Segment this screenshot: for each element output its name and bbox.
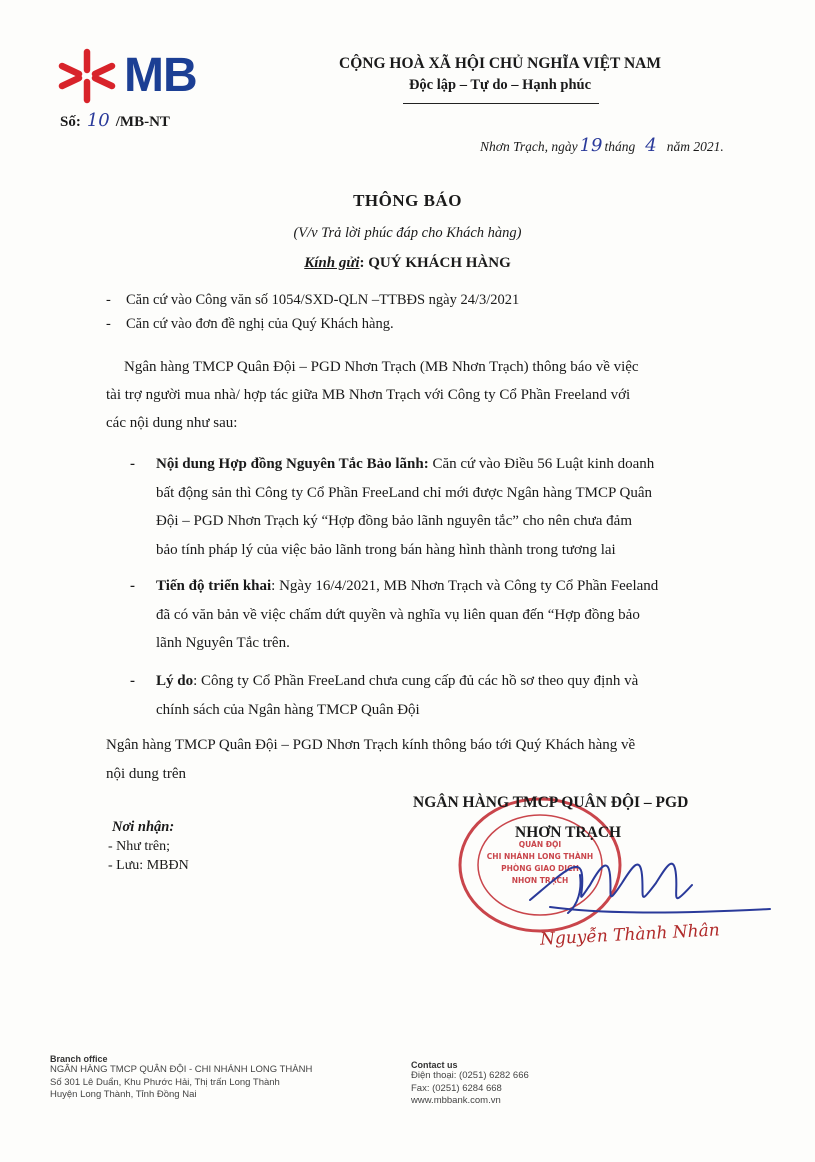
- signer-name: Nguyễn Thành Nhân: [539, 920, 721, 950]
- branch-line: Số 301 Lê Duẩn, Khu Phước Hải, Thị trấn Long Thành: [50, 1076, 280, 1088]
- bullet-label: Lý do: [156, 673, 194, 689]
- bullet-first-line: : Ngày 16/4/2021, MB Nhơn Trạch và Công ty Cổ Phần Feeland: [271, 578, 659, 594]
- date-place: Nhơn Trạch, ngày: [480, 139, 578, 154]
- national-title: CỘNG HOÀ XÃ HỘI CHỦ NGHĨA VIỆT NAM: [339, 55, 661, 72]
- branch-line: NGÂN HÀNG TMCP QUÂN ĐỘI - CHI NHÁNH LONG THÀNH: [50, 1064, 313, 1075]
- intro-line: tài trợ người mua nhà/ hợp tác giữa MB Nhơn Trạch với Công ty Cổ Phần Freeland với: [106, 387, 631, 403]
- bullet-item: [130, 572, 750, 658]
- branch-line: Huyện Long Thành, Tỉnh Đồng Nai: [50, 1089, 197, 1100]
- bullet-item: [130, 450, 750, 564]
- recipient-colon: :: [359, 255, 365, 271]
- bullet-first-line: Căn cứ vào Điều 56 Luật kinh doanh: [428, 456, 655, 472]
- closing-paragraph: [106, 731, 746, 788]
- closing-line: Ngân hàng TMCP Quân Đội – PGD Nhơn Trạch kính thông báo tới Quý Khách hàng về: [106, 737, 636, 753]
- bullet-mark: -: [130, 673, 135, 689]
- date-month: 4: [645, 135, 657, 156]
- number-suffix: /MB-NT: [115, 114, 170, 130]
- intro-paragraph: [106, 353, 746, 437]
- contact-fax: Fax: (0251) 6284 668: [411, 1082, 502, 1094]
- document-number: [60, 110, 170, 131]
- signature-icon: [520, 845, 780, 925]
- bullet-mark: -: [130, 456, 135, 472]
- bullet-item: [130, 667, 750, 724]
- signatory-org-line1: NGÂN HÀNG TMCP QUÂN ĐỘI – PGD: [413, 794, 689, 811]
- national-motto: Độc lập – Tự do – Hạnh phúc: [408, 77, 592, 93]
- bullet-label: Nội dung Hợp đồng Nguyên Tắc Bảo lãnh:: [156, 456, 429, 472]
- basis-item: - Căn cứ vào đơn đề nghị của Quý Khách hàng.: [106, 316, 394, 332]
- contact-heading: Contact us: [411, 1060, 458, 1070]
- document-subject: (V/v Trả lời phúc đáp cho Khách hàng): [293, 225, 522, 241]
- stamp-line: PHÒNG GIAO DỊCH: [501, 864, 579, 873]
- number-handwritten: 10: [86, 110, 110, 131]
- date-day: 19: [579, 135, 603, 156]
- stamp-line: NHƠN TRẠCH: [511, 876, 569, 885]
- stamp-line: CHI NHÁNH LONG THÀNH: [486, 852, 594, 861]
- intro-line: các nội dung như sau:: [106, 415, 238, 431]
- bullet-line: Đội – PGD Nhơn Trạch ký “Hợp đồng bảo lãnh nguyên tắc” cho nên chưa đảm: [156, 513, 632, 529]
- recipients-label: Nơi nhận:: [112, 819, 175, 835]
- footer-contact: [411, 1060, 529, 1108]
- date-year: năm 2021.: [666, 139, 724, 154]
- recipient-name: QUÝ KHÁCH HÀNG: [368, 255, 511, 271]
- intro-line: Ngân hàng TMCP Quân Đội – PGD Nhơn Trạch (MB Nhơn Trạch) thông báo về việc: [124, 359, 639, 375]
- motto-underline: [403, 103, 599, 104]
- recipient-label: Kính gửi: [304, 255, 360, 271]
- footer-branch: [50, 1054, 312, 1102]
- basis-text: Căn cứ vào đơn đề nghị của Quý Khách hàng.: [126, 316, 394, 332]
- signatory-org-line2: NHƠN TRẠCH: [515, 824, 622, 841]
- logo-text: MB: [124, 49, 197, 102]
- bullet-line: lãnh Nguyên Tắc trên.: [156, 635, 290, 651]
- closing-line: nội dung trên: [106, 765, 186, 782]
- bullet-first-line: : Công ty Cổ Phần FreeLand chưa cung cấp đủ các hồ sơ theo quy định và: [193, 673, 639, 689]
- recipient-line: [0, 255, 815, 272]
- bullet-line: bất động sản thì Công ty Cổ Phần FreeLand chỉ mới được Ngân hàng TMCP Quân: [156, 484, 653, 501]
- branch-heading: Branch office: [50, 1054, 108, 1064]
- basis-text: Căn cứ vào Công văn số 1054/SXD-QLN –TTBĐS ngày 24/3/2021: [126, 292, 520, 308]
- bullet-line: chính sách của Ngân hàng TMCP Quân Đội: [156, 701, 420, 718]
- recipient-item: - Lưu: MBĐN: [108, 858, 189, 873]
- contact-phone: Điện thoại: (0251) 6282 666: [411, 1070, 529, 1081]
- number-prefix: Số:: [60, 114, 81, 130]
- bullet-mark: -: [130, 578, 135, 594]
- bullet-label: Tiến độ triển khai: [156, 578, 272, 594]
- bullet-line: bảo tính pháp lý của việc bảo lãnh trong bán hàng hình thành trong tương lai: [156, 541, 616, 558]
- recipient-item: - Như trên;: [108, 839, 171, 854]
- date-month-label: tháng: [604, 139, 636, 154]
- bullet-line: đã có văn bản về việc chấm dứt quyền và nghĩa vụ liên quan đến “Hợp đồng bảo: [156, 606, 640, 623]
- document-date: [480, 135, 724, 156]
- contact-website: www.mbbank.com.vn: [411, 1095, 501, 1106]
- stamp-line: QUÂN ĐỘI: [518, 840, 562, 849]
- basis-item: - Căn cứ vào Công văn số 1054/SXD-QLN –TTBĐS ngày 24/3/2021: [106, 292, 520, 308]
- document-title: THÔNG BÁO: [353, 191, 462, 210]
- mb-star-logo-icon: [58, 48, 116, 104]
